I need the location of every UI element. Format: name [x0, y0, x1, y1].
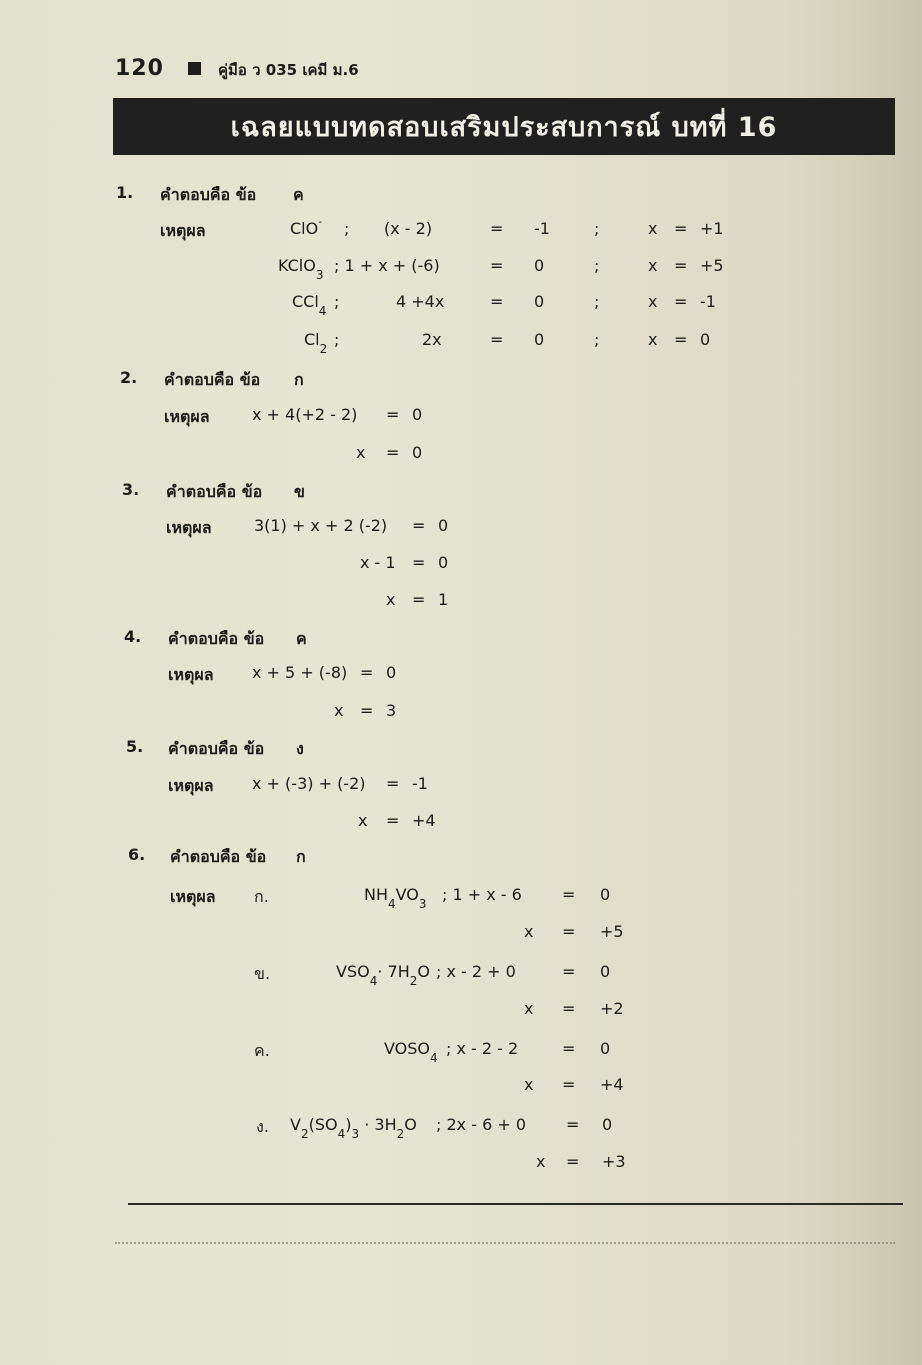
value: 0 — [600, 962, 611, 981]
answer-prefix: คำตอบคือ ข้อ — [160, 185, 257, 204]
separator: ; — [594, 256, 600, 275]
question-number: 1. — [116, 183, 134, 202]
separator: ; — [594, 292, 600, 311]
equals: = — [360, 663, 374, 682]
equals: = — [412, 553, 426, 572]
equals: = — [386, 405, 400, 424]
question-number: 2. — [120, 368, 138, 387]
equals: = — [562, 962, 576, 981]
expression: 4 +4x — [396, 292, 445, 311]
value: 3 — [386, 701, 397, 720]
species-formula: KClO$_3$ — [278, 256, 324, 282]
option-label: ก. — [254, 887, 269, 906]
oxidation-number: -1 — [700, 292, 716, 311]
expression: x + (-3) + (-2) — [252, 774, 366, 793]
expression: ; 1 + x - 6 — [442, 885, 522, 904]
equals: = — [386, 811, 400, 830]
equals: = — [674, 219, 688, 238]
value: 0 — [386, 663, 397, 682]
equals: = — [490, 219, 504, 238]
variable: x — [648, 292, 658, 311]
separator: ; — [594, 330, 600, 349]
variable: x — [356, 443, 366, 462]
answer-choice: ก — [294, 370, 304, 389]
reason-label: เหตุผล — [168, 665, 214, 684]
oxidation-number: 0 — [700, 330, 711, 349]
variable: x — [524, 922, 534, 941]
expression: x + 4(+2 - 2) — [252, 405, 358, 424]
variable: x — [386, 590, 396, 609]
value: -1 — [534, 219, 550, 238]
species-formula: $NH_4VO_3$ — [364, 885, 427, 911]
value: 0 — [534, 330, 545, 349]
value: -1 — [412, 774, 428, 793]
variable: x — [524, 1075, 534, 1094]
value: +4 — [412, 811, 436, 830]
expression: ; 2x - 6 + 0 — [436, 1115, 527, 1134]
species-formula: ClO- — [290, 215, 323, 238]
answer-choice: ง — [296, 739, 304, 758]
option-label: ง. — [256, 1117, 269, 1136]
equals: = — [562, 999, 576, 1018]
equals: = — [674, 330, 688, 349]
value: 0 — [600, 1039, 611, 1058]
book-title: คู่มือ ว 035 เคมี ม.6 — [218, 61, 359, 79]
oxidation-number: +3 — [602, 1152, 626, 1171]
separator: ; — [594, 219, 600, 238]
footer-rule — [128, 1203, 903, 1205]
expression: (x - 2) — [384, 219, 433, 238]
equals: = — [360, 701, 374, 720]
separator: ; — [344, 219, 350, 238]
species-formula: CCl$_4$ — [292, 292, 327, 318]
equals: = — [566, 1115, 580, 1134]
species-formula: $VSO_4\cdot 7H_2O$ — [336, 962, 430, 988]
value: 0 — [534, 256, 545, 275]
expression: ; 1 + x + (-6) — [334, 256, 440, 275]
equals: = — [562, 922, 576, 941]
question-number: 4. — [124, 627, 142, 646]
equals: = — [386, 774, 400, 793]
answer-prefix: คำตอบคือ ข้อ — [166, 482, 263, 501]
separator: ; — [334, 292, 340, 311]
reason-label: เหตุผล — [170, 887, 216, 906]
equals: = — [490, 330, 504, 349]
variable: x — [524, 999, 534, 1018]
equals: = — [386, 443, 400, 462]
species-formula: $V_2(SO_4)_3 \cdot 3H_2O$ — [290, 1115, 417, 1141]
answer-prefix: คำตอบคือ ข้อ — [168, 739, 265, 758]
answer-choice: ค — [293, 185, 304, 204]
answer-choice: ข — [294, 482, 305, 501]
header-square-icon — [188, 62, 201, 75]
expression: 2x — [422, 330, 442, 349]
equals: = — [412, 590, 426, 609]
option-label: ข. — [254, 964, 271, 983]
footer-dotted-line — [115, 1242, 895, 1244]
oxidation-number: +2 — [600, 999, 624, 1018]
value: 1 — [438, 590, 449, 609]
value: 0 — [438, 516, 449, 535]
variable: x — [648, 330, 658, 349]
equals: = — [562, 1075, 576, 1094]
expression: ; x - 2 + 0 — [436, 962, 516, 981]
answer-choice: ค — [296, 629, 307, 648]
value: 0 — [600, 885, 611, 904]
question-number: 3. — [122, 480, 140, 499]
expression: x + 5 + (-8) — [252, 663, 348, 682]
separator: ; — [334, 330, 340, 349]
equals: = — [674, 256, 688, 275]
reason-label: เหตุผล — [160, 221, 206, 240]
question-number: 6. — [128, 845, 146, 864]
expression: 3(1) + x + 2 (-2) — [254, 516, 388, 535]
reason-label: เหตุผล — [166, 518, 212, 537]
answer-prefix: คำตอบคือ ข้อ — [168, 629, 265, 648]
question-number: 5. — [126, 737, 144, 756]
value: 0 — [438, 553, 449, 572]
reason-label: เหตุผล — [168, 776, 214, 795]
value: 0 — [534, 292, 545, 311]
oxidation-number: +5 — [700, 256, 724, 275]
value: 0 — [602, 1115, 613, 1134]
answer-prefix: คำตอบคือ ข้อ — [164, 370, 261, 389]
expression: x - 1 — [360, 553, 396, 572]
species-formula: $Cl_2$ — [304, 330, 328, 356]
chapter-title-bar — [113, 98, 895, 155]
page-number: 120 — [115, 56, 164, 81]
expression: ; x - 2 - 2 — [446, 1039, 519, 1058]
reason-label: เหตุผล — [164, 407, 210, 426]
variable: x — [334, 701, 344, 720]
answer-prefix: คำตอบคือ ข้อ — [170, 847, 267, 866]
equals: = — [490, 256, 504, 275]
equals: = — [562, 1039, 576, 1058]
equals: = — [562, 885, 576, 904]
variable: x — [536, 1152, 546, 1171]
value: 0 — [412, 443, 423, 462]
oxidation-number: +1 — [700, 219, 724, 238]
equals: = — [490, 292, 504, 311]
oxidation-number: +4 — [600, 1075, 624, 1094]
equals: = — [412, 516, 426, 535]
equals: = — [674, 292, 688, 311]
variable: x — [648, 256, 658, 275]
variable: x — [648, 219, 658, 238]
variable: x — [358, 811, 368, 830]
chapter-title: เฉลยแบบทดสอบเสริมประสบการณ์ บทที่ 16 — [230, 112, 778, 143]
species-formula: $VOSO_4$ — [384, 1039, 438, 1065]
oxidation-number: +5 — [600, 922, 624, 941]
option-label: ค. — [254, 1041, 270, 1060]
value: 0 — [412, 405, 423, 424]
equals: = — [566, 1152, 580, 1171]
answer-choice: ก — [296, 847, 306, 866]
